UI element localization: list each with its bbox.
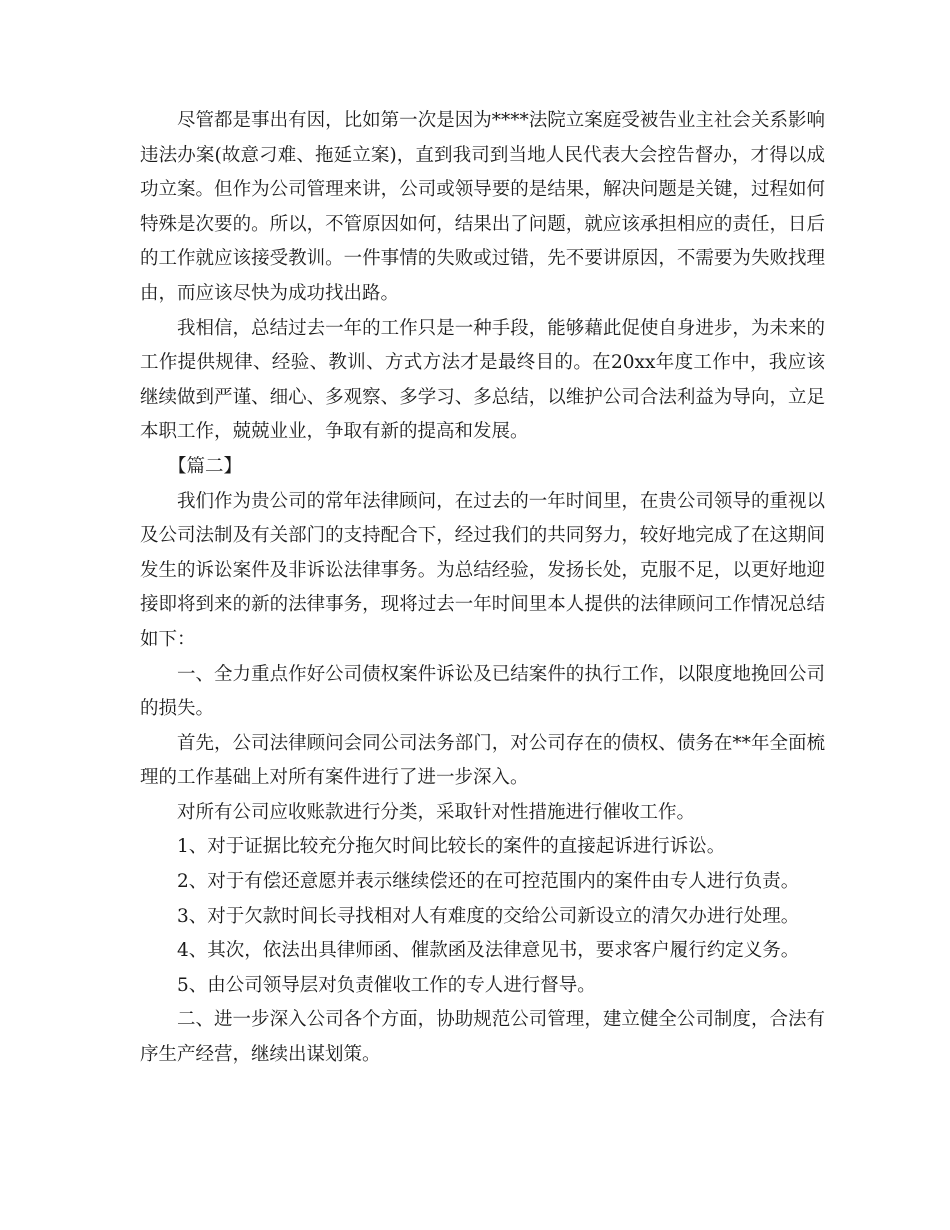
list-item: 4、其次，依法出具律师函、催款函及法律意见书，要求客户履行约定义务。 (177, 940, 800, 962)
paragraph: 我们作为贵公司的常年法律顾问，在过去的一年时间里，在贵公司领导的重视以及公司法制及有关部门的支持配合下，经过我们的共同努力，较好地完成了在这期间发生的诉讼案件及非诉讼法律事务。为总结经验，发扬长处，克服不足，以更好地迎接即将到来的新的法律事务，现将过去一年时间里本人提供的法律顾问工作情况总结如下： (140, 490, 825, 650)
paragraph: 我相信，总结过去一年的工作只是一种手段，能够藉此促使自身进步，为未来的工作提供规律、经验、教训、方式方法才是最终目的。在20xx年度工作中，我应该继续做到严谨、细心、多观察、多学习、多总结，以维护公司合法利益为导向，立足本职工作，兢兢业业，争取有新的提高和发展。 (140, 317, 825, 443)
list-item: 2、对于有偿还意愿并表示继续偿还的在可控范围内的案件由专人进行负责。 (177, 871, 800, 893)
paragraph: 尽管都是事出有因，比如第一次是因为****法院立案庭受被告业主社会关系影响违法办案(故意刁难、拖延立案)，直到我司到当地人民代表大会控告督办，才得以成功立案。但作为公司管理来讲，公司或领导要的是结果，解决问题是关键，过程如何特殊是次要的。所以，不管原因如何，结果出了问题，就应该承担相应的责任，日后的工作就应该接受教训。一件事情的失败或过错，先不要讲原因，不需要为失败找理由，而应该尽快为成功找出路。 (140, 110, 825, 304)
list-item: 5、由公司领导层对负责催收工作的专人进行督导。 (177, 974, 596, 996)
list-item: 3、对于欠款时间长寻找相对人有难度的交给公司新设立的清欠办进行处理。 (177, 905, 800, 927)
section-heading: 【篇二】 (168, 455, 243, 477)
paragraph: 一、全力重点作好公司债权案件诉讼及已结案件的执行工作，以限度地挽回公司的损失。 (140, 663, 825, 720)
paragraph: 对所有公司应收账款进行分类，采取针对性措施进行催收工作。 (177, 801, 696, 823)
document-body (140, 104, 825, 1073)
list-item: 1、对于证据比较充分拖欠时间比较长的案件的直接起诉进行诉讼。 (177, 836, 726, 858)
paragraph: 首先，公司法律顾问会同公司法务部门，对公司存在的债权、债务在**年全面梳理的工作基础上对所有案件进行了进一步深入。 (140, 732, 825, 789)
paragraph: 二、进一步深入公司各个方面，协助规范公司管理，建立健全公司制度，合法有序生产经营，继续出谋划策。 (140, 1009, 825, 1066)
